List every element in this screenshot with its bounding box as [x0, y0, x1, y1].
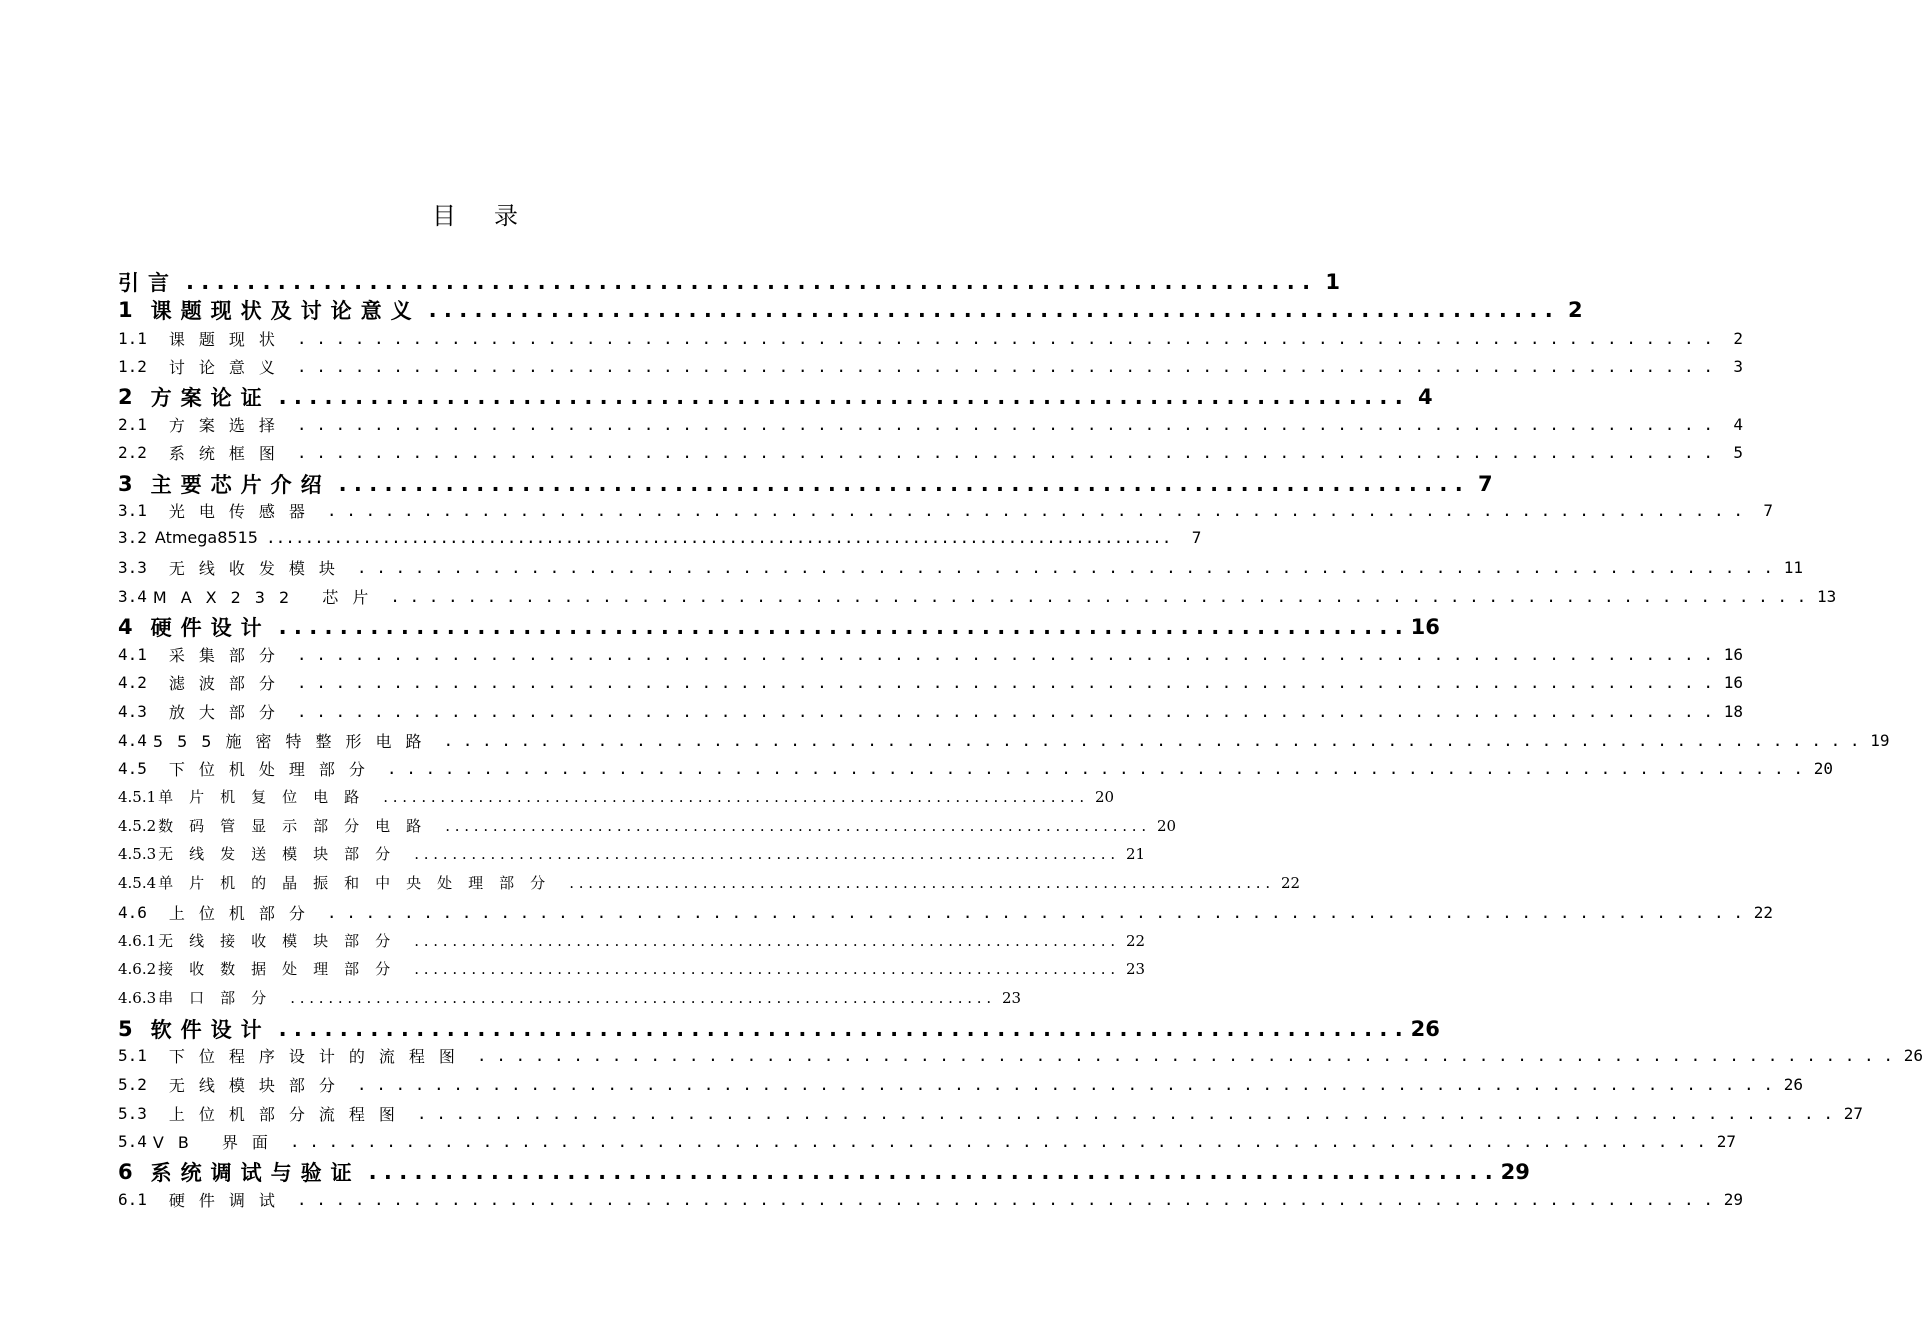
- toc-entry-number: 1.2: [118, 357, 147, 376]
- toc-entry-number: 4.6.3: [118, 988, 157, 1007]
- toc-leader-dots: . . . . . . . . . . . . . . . . . . . . . . . . . . . . . . . . . . . . . . . . . . . . . . . . . . . . . . . . . . . . . . . . . . . . . . . . . .: [296, 673, 1713, 692]
- toc-entry[interactable]: [118, 413, 1743, 436]
- toc-entry[interactable]: [118, 499, 1773, 522]
- toc-leader-dots: . . . . . . . . . . . . . . . . . . . . . . . . . . . . . . . . . . . . . . . . . . . . . . . . . . . . . . . . . . . . . . . . . . . . . . . . . .: [445, 816, 1147, 835]
- toc-entry-page: 22: [1753, 903, 1773, 922]
- toc-entry-page: 2: [1733, 329, 1743, 348]
- toc-entry[interactable]: [118, 757, 1833, 780]
- toc-entry-label: 单片机复位电路: [158, 788, 376, 806]
- toc-entry-label: 软件设计: [150, 1018, 271, 1042]
- toc-entry-label: 下位机处理部分: [168, 760, 379, 779]
- toc-entry[interactable]: [118, 469, 1493, 499]
- toc-entry-number: 3.1: [118, 501, 147, 520]
- toc-entry[interactable]: [118, 1188, 1743, 1211]
- toc-entry-page: 16: [1723, 673, 1743, 692]
- toc-entry-page: 2: [1568, 298, 1583, 322]
- toc-entry[interactable]: [118, 786, 1115, 807]
- toc-entry-label: 无线收发模块: [168, 559, 349, 578]
- toc-entry-label: 硬件设计: [150, 616, 271, 640]
- toc-entry[interactable]: [118, 987, 1022, 1008]
- toc-entry-page: 27: [1716, 1132, 1736, 1151]
- toc-entry-label: 光电传感器: [168, 502, 319, 521]
- toc-entry-label: 555施密特整形电路: [152, 732, 436, 751]
- toc-leader-dots: . . . . . . . . . . . . . . . . . . . . . . . . . . . . . . . . . . . . . . . . . . . . . . . . . . . . . . . . . . . . . . . . . . . . . . . . . .: [356, 1075, 1773, 1094]
- toc-entry-label: 接收数据处理部分: [158, 960, 407, 978]
- toc-entry-page: 29: [1500, 1160, 1530, 1184]
- toc-leader-dots: . . . . . . . . . . . . . . . . . . . . . . . . . . . . . . . . . . . . . . . . . . . . . . . . . . . . . . . . . . . . . . . . . . . . . . . . . .: [443, 731, 1860, 750]
- toc-entry[interactable]: [118, 382, 1433, 412]
- toc-entry-number: 3.4: [118, 587, 147, 606]
- toc-leader-dots: . . . . . . . . . . . . . . . . . . . . . . . . . . . . . . . . . . . . . . . . . . . . . . . . . . . . . . . . . . . . . . . . . . . . . . . . . .: [278, 1017, 1403, 1041]
- toc-entry-label: 系统框图: [168, 444, 289, 463]
- toc-entry[interactable]: [118, 355, 1743, 378]
- toc-leader-dots: . . . . . . . . . . . . . . . . . . . . . . . . . . . . . . . . . . . . . . . . . . . . . . . . . . . . . . . . . . . . . . . . . . . . . . . . . .: [296, 443, 1713, 462]
- toc-entry-page: 26: [1783, 1075, 1803, 1094]
- toc-leader-dots: . . . . . . . . . . . . . . . . . . . . . . . . . . . . . . . . . . . . . . . . . . . . . . . . . . . . . . . . . . . . . . . . . . . . . . . . . .: [296, 357, 1713, 376]
- toc-entry-number: 4.1: [118, 645, 147, 664]
- toc-entry-page: 13: [1817, 587, 1837, 606]
- toc-entry-label: 上位机部分流程图: [168, 1105, 409, 1124]
- toc-entry-number: 5.3: [118, 1104, 147, 1123]
- toc-entry-number: 4.5.2: [118, 816, 157, 835]
- toc-entry-number: 4.5.3: [118, 844, 157, 863]
- toc-leader-dots: . . . . . . . . . . . . . . . . . . . . . . . . . . . . . . . . . . . . . . . . . . . . . . . . . . . . . . . . . . . . . . . . . . . . . . . . . .: [414, 959, 1116, 978]
- toc-entry-page: 7: [1191, 528, 1202, 547]
- toc-entry-label: 引言: [118, 271, 178, 295]
- toc-leader-dots: . . . . . . . . . . . . . . . . . . . . . . . . . . . . . . . . . . . . . . . . . . . . . . . . . . . . . . . . . . . . . . . . . . . . . . . . . .: [338, 472, 1463, 496]
- toc-leader-dots: . . . . . . . . . . . . . . . . . . . . . . . . . . . . . . . . . . . . . . . . . . . . . . . . . . . . . . . . . . . . . . . . . . . . . . . . . .: [326, 501, 1743, 520]
- toc-entry[interactable]: [118, 1014, 1440, 1044]
- toc-entry-number: 2.1: [118, 415, 147, 434]
- toc-entry-page: 4: [1733, 415, 1743, 434]
- toc-entry-label: 无线发送模块部分: [158, 845, 407, 863]
- toc-entry-number: 4.3: [118, 702, 147, 721]
- toc-entry-page: 7: [1478, 472, 1493, 496]
- toc-entry[interactable]: [118, 729, 1890, 752]
- toc-entry-page: 20: [1095, 787, 1115, 806]
- toc-entry-page: 19: [1870, 731, 1890, 750]
- toc-entry[interactable]: [118, 643, 1743, 666]
- toc-leader-dots: . . . . . . . . . . . . . . . . . . . . . . . . . . . . . . . . . . . . . . . . . . . . . . . . . . . . . . . . . . . . . . . . . . . . . . . . . .: [476, 1046, 1893, 1065]
- toc-leader-dots: . . . . . . . . . . . . . . . . . . . . . . . . . . . . . . . . . . . . . . . . . . . . . . . . . . . . . . . . . . . . . . . . . . . . . . . . . .: [296, 329, 1713, 348]
- toc-entry-label: 讨论意义: [168, 358, 289, 377]
- toc-entry-page: 11: [1783, 558, 1803, 577]
- toc-leader-dots: . . . . . . . . . . . . . . . . . . . . . . . . . . . . . . . . . . . . . . . . . . . . . . . . . . . . . . . . . . . . . . . . . . . . . . . . . .: [296, 415, 1713, 434]
- toc-entry[interactable]: [118, 1157, 1530, 1187]
- toc-entry-number: 4.2: [118, 673, 147, 692]
- toc-entry-number: 2.2: [118, 443, 147, 462]
- toc-entry-page: 23: [1002, 988, 1022, 1007]
- toc-entry-page: 23: [1126, 959, 1146, 978]
- toc-leader-dots: . . . . . . . . . . . . . . . . . . . . . . . . . . . . . . . . . . . . . . . . . . . . . . . . . . . . . . . . . . . . . . . . . . . . . . . . . .: [186, 270, 1311, 294]
- toc-entry[interactable]: [118, 700, 1743, 723]
- toc-entry-label: 放大部分: [168, 703, 289, 722]
- toc-entry-label: Atmega8515: [154, 528, 258, 547]
- toc-entry[interactable]: [118, 671, 1743, 694]
- toc-entry-label: 上位机部分: [168, 904, 319, 923]
- toc-entry[interactable]: [118, 1044, 1923, 1067]
- toc-entry[interactable]: [118, 612, 1440, 642]
- toc-entry-label: 方案论证: [150, 386, 271, 410]
- toc-entry-page: 22: [1126, 931, 1146, 950]
- toc-entry-number: 4.5: [118, 759, 147, 778]
- toc-entry-label: 单片机的晶振和中央处理部分: [158, 874, 562, 892]
- toc-entry-page: 1: [1325, 270, 1341, 294]
- toc-entry[interactable]: [118, 267, 1341, 297]
- toc-entry-label: 硬件调试: [168, 1191, 289, 1210]
- toc-entry[interactable]: [118, 815, 1177, 836]
- toc-entry[interactable]: [118, 585, 1837, 608]
- toc-leader-dots: . . . . . . . . . . . . . . . . . . . . . . . . . . . . . . . . . . . . . . . . . . . . . . . . . . . . . . . . . . . . . . . . . . . . . . . . . .: [296, 1190, 1713, 1209]
- toc-entry-label: 主要芯片介绍: [150, 473, 331, 497]
- toc-entry-label: 课题现状: [168, 330, 289, 349]
- toc-entry[interactable]: [118, 958, 1146, 979]
- toc-leader-dots: . . . . . . . . . . . . . . . . . . . . . . . . . . . . . . . . . . . . . . . . . . . . . . . . . . . . . . . . . . . . . . . . . . . . . . . . . .: [414, 931, 1116, 950]
- toc-entry[interactable]: [118, 930, 1146, 951]
- toc-leader-dots: . . . . . . . . . . . . . . . . . . . . . . . . . . . . . . . . . . . . . . . . . . . . . . . . . . . . . . . . . . . . . . . . . . . . . . . . . .: [383, 787, 1085, 806]
- toc-entry-page: 16: [1410, 615, 1440, 639]
- toc-entry-number: 4.6: [118, 903, 147, 922]
- toc-entry[interactable]: [118, 872, 1301, 893]
- toc-entry-number: 3.3: [118, 558, 147, 577]
- toc-leader-dots: . . . . . . . . . . . . . . . . . . . . . . . . . . . . . . . . . . . . . . . . . . . . . . . . . . . . . . . . . . . . . . . . . . . . . . . . . .: [390, 587, 1807, 606]
- toc-entry-page: 22: [1281, 873, 1301, 892]
- toc-leader-dots: ..............................................................................................: [265, 528, 1172, 547]
- toc-leader-dots: . . . . . . . . . . . . . . . . . . . . . . . . . . . . . . . . . . . . . . . . . . . . . . . . . . . . . . . . . . . . . . . . . . . . . . . . . .: [296, 645, 1713, 664]
- toc-entry-number: 5.4: [118, 1132, 147, 1151]
- toc-entry-label: 系统调试与验证: [150, 1161, 361, 1185]
- toc-entry-page: 21: [1126, 844, 1146, 863]
- toc-entry-label: VB 界面: [152, 1133, 282, 1152]
- toc-entry-number: 2: [118, 385, 133, 409]
- toc-entry-page: 18: [1723, 702, 1743, 721]
- toc-entry-page: 20: [1157, 816, 1177, 835]
- toc-entry[interactable]: [118, 901, 1773, 924]
- toc-title: 目录: [432, 202, 556, 230]
- toc-leader-dots: . . . . . . . . . . . . . . . . . . . . . . . . . . . . . . . . . . . . . . . . . . . . . . . . . . . . . . . . . . . . . . . . . . . . . . . . . .: [386, 759, 1803, 778]
- toc-entry[interactable]: [118, 528, 1202, 547]
- toc-entry-number: 5.2: [118, 1075, 147, 1094]
- toc-entry-page: 29: [1723, 1190, 1743, 1209]
- toc-entry-page: 3: [1733, 357, 1743, 376]
- toc-leader-dots: . . . . . . . . . . . . . . . . . . . . . . . . . . . . . . . . . . . . . . . . . . . . . . . . . . . . . . . . . . . . . . . . . . . . . . . . . .: [326, 903, 1743, 922]
- toc-entry-label: 方案选择: [168, 416, 289, 435]
- toc-leader-dots: . . . . . . . . . . . . . . . . . . . . . . . . . . . . . . . . . . . . . . . . . . . . . . . . . . . . . . . . . . . . . . . . . . . . . . . . . .: [569, 873, 1271, 892]
- toc-leader-dots: . . . . . . . . . . . . . . . . . . . . . . . . . . . . . . . . . . . . . . . . . . . . . . . . . . . . . . . . . . . . . . . . . . . . . . . . . .: [289, 1132, 1706, 1151]
- toc-entry-number: 4: [118, 615, 133, 639]
- toc-entry-number: 4.6.1: [118, 931, 157, 950]
- toc-entry-page: 27: [1843, 1104, 1863, 1123]
- toc-entry-page: 16: [1723, 645, 1743, 664]
- toc-entry-number: 4.6.2: [118, 959, 157, 978]
- toc-entry-number: 5: [118, 1017, 133, 1041]
- toc-entry-label: 无线接收模块部分: [158, 932, 407, 950]
- toc-entry-number: 6.1: [118, 1190, 147, 1209]
- toc-leader-dots: . . . . . . . . . . . . . . . . . . . . . . . . . . . . . . . . . . . . . . . . . . . . . . . . . . . . . . . . . . . . . . . . . . . . . . . . . .: [356, 558, 1773, 577]
- toc-entry-page: 26: [1410, 1017, 1440, 1041]
- toc-leader-dots: . . . . . . . . . . . . . . . . . . . . . . . . . . . . . . . . . . . . . . . . . . . . . . . . . . . . . . . . . . . . . . . . . . . . . . . . . .: [368, 1160, 1493, 1184]
- toc-leader-dots: . . . . . . . . . . . . . . . . . . . . . . . . . . . . . . . . . . . . . . . . . . . . . . . . . . . . . . . . . . . . . . . . . . . . . . . . . .: [428, 298, 1553, 322]
- toc-entry-number: 5.1: [118, 1046, 147, 1065]
- toc-leader-dots: . . . . . . . . . . . . . . . . . . . . . . . . . . . . . . . . . . . . . . . . . . . . . . . . . . . . . . . . . . . . . . . . . . . . . . . . . .: [296, 702, 1713, 721]
- toc-entry[interactable]: [118, 556, 1803, 579]
- toc-entry-page: 5: [1733, 443, 1743, 462]
- toc-leader-dots: . . . . . . . . . . . . . . . . . . . . . . . . . . . . . . . . . . . . . . . . . . . . . . . . . . . . . . . . . . . . . . . . . . . . . . . . . .: [278, 615, 1403, 639]
- toc-entry-label: 无线模块部分: [168, 1076, 349, 1095]
- toc-entry-number: 3: [118, 472, 133, 496]
- toc-entry-label: 数码管显示部分电路: [158, 817, 438, 835]
- toc-entry[interactable]: [118, 441, 1743, 464]
- toc-entry-number: 6: [118, 1160, 133, 1184]
- toc-entry-number: 4.4: [118, 731, 147, 750]
- toc-leader-dots: . . . . . . . . . . . . . . . . . . . . . . . . . . . . . . . . . . . . . . . . . . . . . . . . . . . . . . . . . . . . . . . . . . . . . . . . . .: [414, 844, 1116, 863]
- toc-entry[interactable]: [118, 1102, 1863, 1125]
- toc-leader-dots: . . . . . . . . . . . . . . . . . . . . . . . . . . . . . . . . . . . . . . . . . . . . . . . . . . . . . . . . . . . . . . . . . . . . . . . . . .: [290, 988, 992, 1007]
- toc-entry-label: 下位程序设计的流程图: [168, 1047, 469, 1066]
- toc-entry-label: 串口部分: [158, 989, 283, 1007]
- toc-entry-number: 1.1: [118, 329, 147, 348]
- toc-entry-page: 26: [1903, 1046, 1923, 1065]
- toc-leader-dots: . . . . . . . . . . . . . . . . . . . . . . . . . . . . . . . . . . . . . . . . . . . . . . . . . . . . . . . . . . . . . . . . . . . . . . . . . .: [278, 385, 1403, 409]
- toc-entry[interactable]: [118, 1130, 1736, 1153]
- toc-entry-label: 滤波部分: [168, 674, 289, 693]
- toc-entry[interactable]: [118, 327, 1743, 350]
- toc-entry[interactable]: [118, 1073, 1803, 1096]
- toc-entry-page: 7: [1763, 501, 1773, 520]
- toc-entry-label: MAX232 芯片: [152, 588, 383, 607]
- toc-entry-number: 1: [118, 298, 133, 322]
- toc-entry[interactable]: [118, 843, 1146, 864]
- toc-entry[interactable]: [118, 295, 1583, 325]
- toc-entry-page: 20: [1813, 759, 1833, 778]
- toc-entry-label: 采集部分: [168, 646, 289, 665]
- toc-leader-dots: . . . . . . . . . . . . . . . . . . . . . . . . . . . . . . . . . . . . . . . . . . . . . . . . . . . . . . . . . . . . . . . . . . . . . . . . . .: [416, 1104, 1833, 1123]
- toc-entry-number: 4.5.4: [118, 873, 157, 892]
- toc-entry-number: 4.5.1: [118, 787, 157, 806]
- toc-entry-label: 课题现状及讨论意义: [150, 299, 421, 323]
- toc-entry-page: 4: [1418, 385, 1433, 409]
- toc-entry-number: 3.2: [118, 528, 147, 547]
